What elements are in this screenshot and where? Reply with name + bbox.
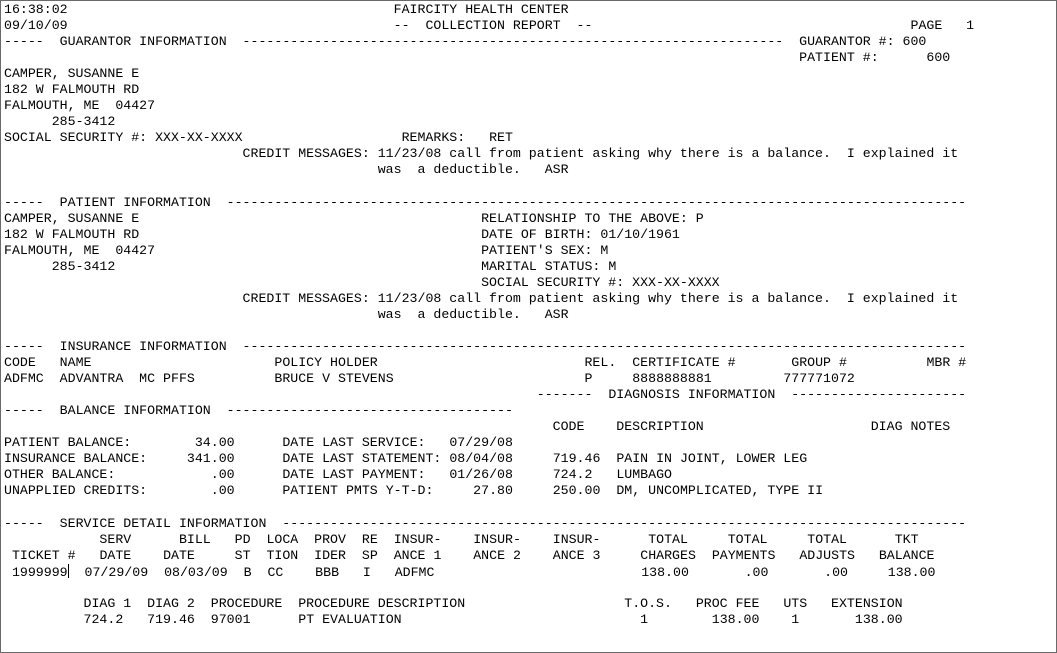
ticket-number: 1999999 xyxy=(11,564,68,580)
procedure-description: PT EVALUATION xyxy=(298,611,402,627)
service-header: DATE xyxy=(99,547,132,563)
proc-fee: 138.00 xyxy=(711,611,760,627)
service-header: BALANCE xyxy=(878,547,935,563)
guarantor-phone: 285-3412 xyxy=(51,114,116,130)
procedure-header: DIAG 1 xyxy=(83,595,132,611)
last-payment-date: 01/26/08 xyxy=(449,467,513,483)
remarks-label: REMARKS: xyxy=(401,130,466,146)
credit-message: 11/23/08 call from patient asking why there is a balance. I explained it xyxy=(377,146,959,162)
service-header: BILL xyxy=(178,531,211,547)
unapplied-credits-label: UNAPPLIED CREDITS: xyxy=(4,483,148,499)
service-header: ADJUSTS xyxy=(799,547,855,563)
service-header: INSUR- xyxy=(393,531,442,547)
report-line xyxy=(4,532,974,548)
report-line xyxy=(4,162,974,178)
report-line xyxy=(4,451,974,467)
patient-num: 600 xyxy=(926,50,951,66)
service-date: 07/29/09 xyxy=(84,564,149,580)
service-header: IDER xyxy=(314,547,346,563)
col-mbr: MBR # xyxy=(926,355,967,371)
relationship-label: RELATIONSHIP TO THE ABOVE: xyxy=(481,210,688,226)
diag-description: PAIN IN JOINT, LOWER LEG xyxy=(616,451,808,467)
service-header: CHARGES xyxy=(640,547,696,563)
report-line xyxy=(4,227,974,243)
report-line xyxy=(4,259,974,275)
procedure-header: T.O.S. xyxy=(624,595,672,611)
service-header: TICKET # xyxy=(11,547,76,563)
pd-st: B xyxy=(243,564,252,580)
marital: M xyxy=(608,258,617,274)
diag-description: LUMBAGO xyxy=(616,467,672,483)
service-header: SERV xyxy=(99,531,132,547)
service-header: DATE xyxy=(163,547,195,563)
service-header: RE xyxy=(361,531,378,547)
guarantor-city: FALMOUTH, ME 04427 xyxy=(4,98,156,114)
report-line xyxy=(4,548,974,564)
patient-ssn: XXX-XX-XXXX xyxy=(632,274,720,290)
service-header: TION xyxy=(266,547,299,563)
report-line xyxy=(4,291,974,307)
report-line xyxy=(4,596,974,612)
procedure-header: DIAG 2 xyxy=(147,595,195,611)
report-line: ----- BALANCE INFORMATION ------------------------------------ xyxy=(4,403,513,419)
service-header: SP xyxy=(361,547,378,563)
other-balance: .00 xyxy=(210,467,235,483)
procedure-header: PROC FEE xyxy=(695,595,760,611)
collection-report-text xyxy=(4,2,974,628)
dob: 01/10/1961 xyxy=(600,226,680,242)
report-line xyxy=(4,435,974,451)
last-service-label: DATE LAST SERVICE: xyxy=(282,435,426,451)
report-line xyxy=(4,355,974,371)
page-number: 1 xyxy=(966,18,975,34)
report-line xyxy=(4,419,974,435)
report-line: ----- PATIENT INFORMATION --------------------------------------------------------------------------------------------- xyxy=(4,194,967,210)
patient-name: CAMPER, SUSANNE E xyxy=(4,210,140,226)
report-line xyxy=(4,243,974,259)
credit-message: was a deductible. ASR xyxy=(377,306,569,322)
diag-1: 724.2 xyxy=(83,611,124,627)
report-line xyxy=(4,307,974,323)
certificate-num: 8888888881 xyxy=(632,371,712,387)
unapplied-credits: .00 xyxy=(210,483,235,499)
sex-label: PATIENT'S SEX: xyxy=(481,242,593,258)
insurance-balance: 341.00 xyxy=(186,451,235,467)
report-line xyxy=(4,211,974,227)
insurance-rel: P xyxy=(584,371,593,387)
diag-2: 719.46 xyxy=(147,611,195,627)
service-header: TKT xyxy=(894,531,919,547)
diag-code: 724.2 xyxy=(552,467,593,483)
col-certificate: CERTIFICATE # xyxy=(632,355,736,371)
insurance-1: ADFMC xyxy=(394,564,435,580)
patient-city: FALMOUTH, ME 04427 xyxy=(4,242,156,258)
section-guarantor: GUARANTOR INFORMATION xyxy=(59,34,227,50)
section-patient: PATIENT INFORMATION xyxy=(59,194,211,210)
report-line: ----- SERVICE DETAIL INFORMATION -------------------------------------------------------------------------------------- xyxy=(4,515,967,531)
patient-num-label: PATIENT #: xyxy=(799,50,879,66)
section-insurance: INSURANCE INFORMATION xyxy=(59,338,227,354)
report-line xyxy=(4,114,974,130)
dob-label: DATE OF BIRTH: xyxy=(481,226,593,242)
page-label: PAGE xyxy=(910,18,943,34)
report-line xyxy=(4,66,974,82)
insurance-name: ADVANTRA MC PFFS xyxy=(59,371,195,387)
procedure-header: UTS xyxy=(783,595,808,611)
guarantor-address: 182 W FALMOUTH RD xyxy=(4,82,140,98)
service-header: PD xyxy=(234,531,251,547)
relationship: P xyxy=(695,210,704,226)
resp: I xyxy=(362,564,371,580)
report-line xyxy=(4,483,974,499)
section-balance: BALANCE INFORMATION xyxy=(59,403,211,419)
report-line xyxy=(4,499,974,515)
ticket-balance: 138.00 xyxy=(887,564,936,580)
report-line: ----- GUARANTOR INFORMATION -------------------------------------------------------------------- GUARANTOR #: 600 xyxy=(4,34,927,50)
report-date: 09/10/09 xyxy=(4,18,68,34)
report-title: -- COLLECTION REPORT -- xyxy=(393,18,593,34)
credit-message: 11/23/08 call from patient asking why there is a balance. I explained it xyxy=(377,290,959,306)
total-payments: .00 xyxy=(744,564,769,580)
report-line xyxy=(4,323,974,339)
report-line xyxy=(4,612,974,628)
diag-description: DM, UNCOMPLICATED, TYPE II xyxy=(616,483,824,499)
report-line xyxy=(4,275,974,291)
report-line xyxy=(4,50,974,66)
service-header: ANCE 2 xyxy=(473,547,521,563)
facility-name: FAIRCITY HEALTH CENTER xyxy=(393,2,569,17)
col-group: GROUP # xyxy=(791,355,847,371)
procedure-code: 97001 xyxy=(210,611,251,627)
report-line xyxy=(4,130,974,146)
diag-col-description: DESCRIPTION xyxy=(616,419,704,435)
patient-address: 182 W FALMOUTH RD xyxy=(4,226,140,242)
report-line xyxy=(4,82,974,98)
report-line xyxy=(4,179,974,195)
section-diagnosis: DIAGNOSIS INFORMATION xyxy=(608,387,776,403)
guarantor-name: CAMPER, SUSANNE E xyxy=(4,66,140,82)
service-header: ST xyxy=(234,547,251,563)
diag-col-notes: DIAG NOTES xyxy=(870,419,951,435)
guarantor-ssn: XXX-XX-XXXX xyxy=(155,130,243,146)
text-cursor[interactable] xyxy=(68,564,69,578)
report-line xyxy=(4,580,974,596)
group-num: 777771072 xyxy=(783,371,855,387)
report-line xyxy=(4,564,974,580)
guarantor-num-label: GUARANTOR #: xyxy=(799,34,895,50)
diag-code: 719.46 xyxy=(552,451,601,467)
extension: 138.00 xyxy=(854,611,903,627)
report-line xyxy=(4,371,974,387)
last-payment-label: DATE LAST PAYMENT: xyxy=(282,467,426,483)
col-rel: REL. xyxy=(584,355,617,371)
insurance-code: ADFMC xyxy=(4,371,44,387)
service-header: ANCE 1 xyxy=(393,547,442,563)
total-adjusts: .00 xyxy=(824,564,848,580)
guarantor-num: 600 xyxy=(902,34,927,50)
tos: 1 xyxy=(640,611,649,627)
col-code: CODE xyxy=(4,355,36,371)
service-header: TOTAL xyxy=(727,531,768,547)
report-line: ----- INSURANCE INFORMATION ------------------------------------------------------------------------------------------- xyxy=(4,338,967,354)
diag-code: 250.00 xyxy=(552,483,601,499)
col-name: NAME xyxy=(59,355,92,371)
service-header: PAYMENTS xyxy=(711,547,776,563)
service-header: ANCE 3 xyxy=(552,547,601,563)
patient-balance-label: PATIENT BALANCE: xyxy=(4,435,132,451)
pmts-ytd-label: PATIENT PMTS Y-T-D: xyxy=(282,483,434,499)
patient-phone: 285-3412 xyxy=(51,258,116,274)
procedure-header: PROCEDURE DESCRIPTION xyxy=(298,595,466,611)
report-line: ------- DIAGNOSIS INFORMATION ---------------------- xyxy=(536,387,967,403)
last-statement-date: 08/04/08 xyxy=(449,451,513,467)
service-header: INSUR- xyxy=(552,531,601,547)
col-policy-holder: POLICY HOLDER xyxy=(274,355,378,371)
policy-holder: BRUCE V STEVENS xyxy=(274,371,394,387)
patient-balance: 34.00 xyxy=(194,435,235,451)
sex: M xyxy=(600,242,609,258)
bill-date: 08/03/09 xyxy=(164,564,228,580)
procedure-header: PROCEDURE xyxy=(210,595,283,611)
service-header: INSUR- xyxy=(473,531,521,547)
guarantor-ssn-label: SOCIAL SECURITY #: xyxy=(4,130,148,146)
section-service: SERVICE DETAIL INFORMATION xyxy=(59,515,267,531)
total-charges: 138.00 xyxy=(641,564,689,580)
service-header: LOCA xyxy=(266,531,299,547)
service-header: TOTAL xyxy=(648,531,688,547)
service-header: PROV xyxy=(314,531,346,547)
last-service-date: 07/29/08 xyxy=(449,435,513,451)
location: CC xyxy=(267,564,284,580)
report-line xyxy=(4,467,974,483)
procedure-header: EXTENSION xyxy=(831,595,903,611)
uts: 1 xyxy=(791,611,800,627)
other-balance-label: OTHER BALANCE: xyxy=(4,467,116,483)
diag-col-code: CODE xyxy=(552,419,585,435)
remarks: RET xyxy=(489,130,513,146)
report-line xyxy=(4,2,974,18)
provider: BBB xyxy=(315,564,340,580)
credit-label: CREDIT MESSAGES: xyxy=(242,146,370,162)
report-line xyxy=(4,18,974,34)
insurance-balance-label: INSURANCE BALANCE: xyxy=(4,451,148,467)
report-time: 16:38:02 xyxy=(4,2,68,17)
pmts-ytd: 27.80 xyxy=(473,483,513,499)
service-header: TOTAL xyxy=(807,531,848,547)
credit-message: was a deductible. ASR xyxy=(377,162,569,178)
report-line xyxy=(4,146,974,162)
report-line xyxy=(4,98,974,114)
patient-ssn-label: SOCIAL SECURITY #: xyxy=(481,274,625,290)
credit-label: CREDIT MESSAGES: xyxy=(242,290,370,306)
marital-label: MARITAL STATUS: xyxy=(481,258,601,274)
last-statement-label: DATE LAST STATEMENT: xyxy=(282,451,442,467)
